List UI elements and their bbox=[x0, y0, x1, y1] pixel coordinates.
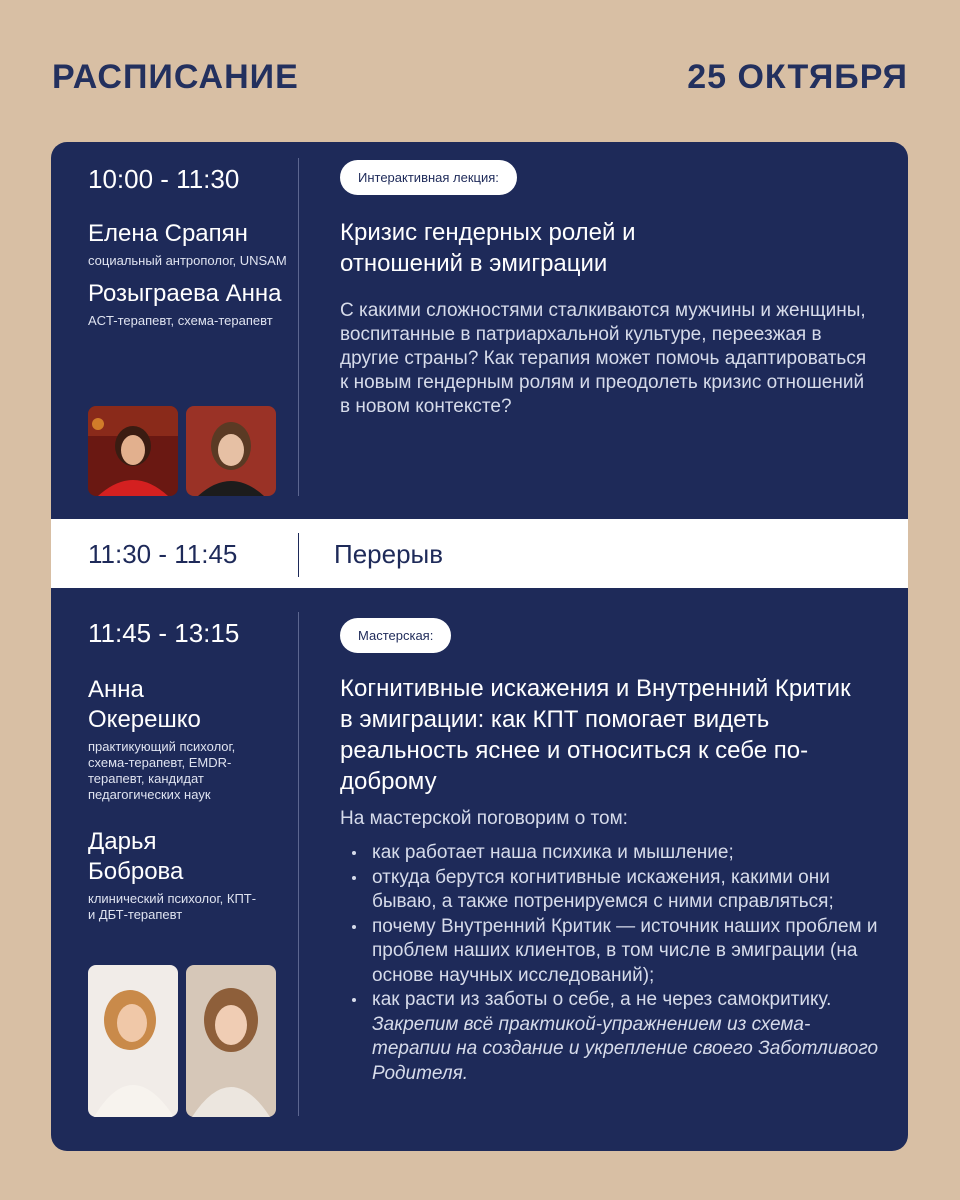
speaker bbox=[88, 675, 258, 803]
speaker-name: Розыграева Анна bbox=[88, 280, 282, 307]
list-item-text: откуда берутся когнитивные искажения, какими они бываю, а также потренируемся с ними справляться; bbox=[372, 866, 834, 912]
speaker-photo bbox=[88, 406, 178, 496]
talk-title: Кризис гендерных ролей и отношений в эмиграции bbox=[340, 219, 636, 277]
page-title: РАСПИСАНИЕ bbox=[52, 58, 299, 96]
speaker-photo bbox=[186, 965, 276, 1117]
session-type-tag: Мастерская: bbox=[340, 618, 451, 653]
session-time: 10:00 - 11:30 bbox=[88, 164, 240, 194]
event-date: 25 ОКТЯБРЯ bbox=[687, 58, 908, 96]
speaker-photo bbox=[88, 965, 178, 1117]
closing-note: Закрепим всё практикой-упражнением из схема-терапии на создание и укрепление своего Заботливого Родителя. bbox=[372, 1013, 879, 1084]
break-time: 11:30 - 11:45 bbox=[88, 539, 238, 569]
speaker-role: ACT-терапевт, схема-терапевт bbox=[88, 313, 273, 328]
topics-list bbox=[340, 841, 880, 1086]
speaker-role: клинический психолог, КПТ- и ДБТ-терапевт bbox=[88, 891, 257, 922]
session-2-right-column bbox=[340, 618, 885, 1086]
speaker-name: Анна Окерешко bbox=[88, 676, 201, 733]
speaker-photo bbox=[186, 406, 276, 496]
session-2-left-column bbox=[88, 618, 288, 923]
list-item-text: почему Внутренний Критик — источник наших проблем и проблем наших клиентов, в том числе в эмиграции (на основе научных исследований); bbox=[372, 915, 878, 986]
list-item-text: как расти из заботы о себе, а не через самокритику. bbox=[372, 989, 832, 1010]
speaker-name: Елена Срапян bbox=[88, 220, 248, 247]
list-item bbox=[340, 988, 880, 1086]
session-card-1 bbox=[51, 142, 908, 522]
speaker bbox=[88, 279, 288, 329]
session-type-tag: Интерактивная лекция: bbox=[340, 160, 517, 195]
list-item bbox=[340, 841, 880, 866]
session-time: 11:45 - 13:15 bbox=[88, 618, 240, 648]
speaker-name: Дарья Боброва bbox=[88, 828, 184, 885]
session-card-2 bbox=[51, 588, 908, 1151]
speaker bbox=[88, 219, 288, 269]
column-divider bbox=[298, 158, 299, 496]
session-1-left-column bbox=[88, 164, 288, 329]
speaker-role: социальный антрополог, UNSAM bbox=[88, 253, 287, 268]
talk-intro: На мастерской поговорим о том: bbox=[340, 808, 628, 829]
list-item bbox=[340, 866, 880, 915]
speaker bbox=[88, 827, 258, 923]
break-row bbox=[51, 519, 908, 591]
list-item-text: как работает наша психика и мышление; bbox=[372, 842, 734, 863]
talk-description: С какими сложностями сталкиваются мужчины и женщины, воспитанные в патриархальной культуре, переезжая в другие страны? Как терапия может помочь адаптироваться к новым гендерным ролям и преодолеть кризис отношений в новом контексте? bbox=[340, 300, 867, 417]
column-divider bbox=[298, 533, 299, 577]
talk-title: Когнитивные искажения и Внутренний Критик в эмиграции: как КПТ помогает видеть реальность яснее и относиться к себе по-доброму bbox=[340, 675, 851, 795]
column-divider bbox=[298, 612, 299, 1116]
list-item bbox=[340, 915, 880, 989]
break-label: Перерыв bbox=[334, 539, 444, 569]
session-1-right-column bbox=[340, 160, 885, 419]
speaker-role: практикующий психолог, схема-терапевт, EMDR-терапевт, кандидат педагогических наук bbox=[88, 739, 236, 802]
